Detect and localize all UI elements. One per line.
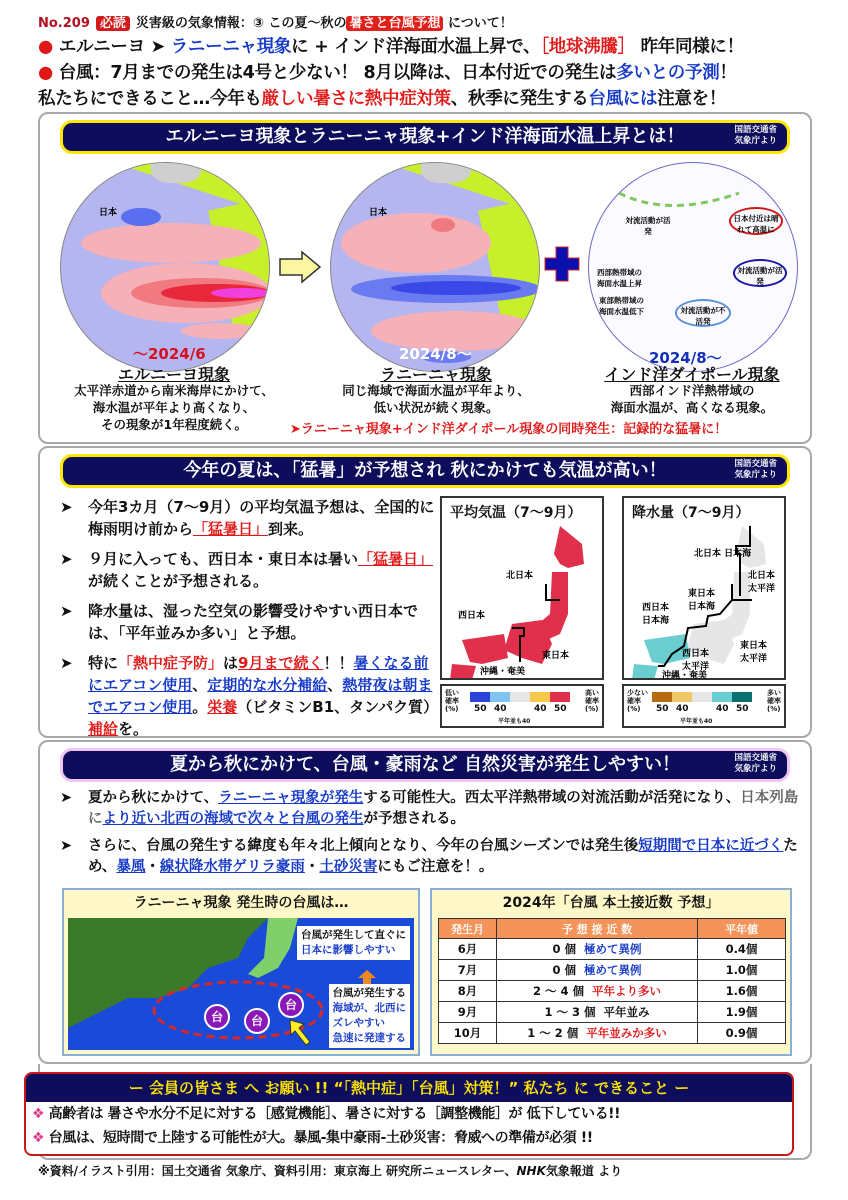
text: 気象庁より <box>734 136 777 146</box>
la-nina-description <box>306 382 566 416</box>
text: 暴風 <box>116 859 146 875</box>
text: 国語交通省 <box>734 125 777 135</box>
text: 極めて異例 <box>584 942 642 956</box>
forecast-cell <box>497 981 698 1002</box>
text: 1 〜 3 個 <box>544 1005 596 1019</box>
table-title: 2024年「台風 本土接近数 予想」 <box>502 895 720 911</box>
map-title: 降水量（7〜9月） <box>632 505 750 521</box>
legend-swatch <box>692 692 712 702</box>
legend-tick: 40 <box>716 704 729 714</box>
indian-dipole-globe <box>588 162 798 372</box>
text: さらに、台風の発生する緯度も年々北上傾向となり、今年の台風シーズンでは発生後 <box>88 838 639 854</box>
text: 確率 <box>585 697 599 705</box>
arrow-up-icon <box>358 970 376 984</box>
arrow-up-left-icon <box>288 1018 312 1046</box>
must-read-badge: 必読 <box>96 16 130 31</box>
forecast-cell <box>497 1002 698 1023</box>
typhoon-icon: 台 <box>244 1008 270 1034</box>
text: 短期間で日本に近づく <box>638 838 784 854</box>
text: ため、 <box>88 838 798 875</box>
source-note <box>734 753 777 775</box>
headline-2 <box>38 60 828 86</box>
legend-swatch <box>652 692 672 702</box>
region-label: 東日本 日本海 <box>688 589 716 612</box>
legend-sub: 平年並も40 <box>680 718 713 725</box>
text: 海域が、北西に <box>332 1002 406 1014</box>
text: 少ない <box>627 689 648 697</box>
typhoon-forecast-table <box>438 918 786 1044</box>
text: 、 <box>327 676 343 694</box>
text: 日本に影響しやすい <box>301 944 396 956</box>
forecast-cell <box>497 1023 698 1044</box>
text: 確率 <box>767 697 781 705</box>
map-title: 平均気温（7〜9月） <box>450 505 582 521</box>
typhoon-bullet <box>60 836 800 878</box>
la-nina-title: ラニーニャ現象 <box>379 365 492 384</box>
legend-swatch <box>530 692 550 702</box>
text: 海水温が平年より高くなり、 <box>92 400 256 415</box>
issue-number: No.209 <box>38 16 90 31</box>
text: 日本列島に <box>88 790 799 827</box>
text: 低い <box>445 689 459 697</box>
region-label: 西日本 日本海 <box>642 603 670 626</box>
region-label: 北日本 日本海 <box>694 549 752 559</box>
text: 台風は、短時間で上陸する可能性が大。暴風-集中豪雨-土砂災害：脅威への準備が必須 !! <box>48 1130 593 1146</box>
normal-cell: 1.9個 <box>698 1002 786 1023</box>
text: 。 <box>192 698 208 716</box>
heat-bullet <box>60 548 440 592</box>
text: 今年3カ月（7〜9月）の平均気温予想は、全国的に梅雨明け前から <box>88 498 435 538</box>
legend-left <box>627 689 648 713</box>
map-title: ラニーニャ現象 発生時の台風は… <box>133 895 349 911</box>
text: ！ <box>719 63 737 83</box>
text: 、 <box>192 676 208 694</box>
text: 太平洋赤道から南米海岸にかけて、 <box>74 383 274 398</box>
globe-date: 2024/8〜 <box>649 349 722 367</box>
banner-title: エルニーヨ現象とラニーニャ現象+インド洋海面水温上昇とは！ <box>165 126 685 147</box>
table-row <box>439 1023 786 1044</box>
text: (%) <box>627 705 641 713</box>
text: 高齢者は 暑さや水分不足に対する［感覚機能］、暑さに対する［調整機能］が 低下している!! <box>48 1106 621 1122</box>
request-header: ー 会員の皆さま へ お願い !! “「熱中症」「台風」対策！” 私たち に できること ー <box>26 1074 792 1102</box>
request-line <box>26 1102 792 1126</box>
text: 平年並みか多い <box>586 1026 667 1040</box>
text: 高い <box>585 689 599 697</box>
section1-banner <box>60 120 790 154</box>
legend-swatch <box>732 692 752 702</box>
text: にもご注意を！。 <box>377 859 494 875</box>
text: ９月に入っても、西日本・東日本は暑い <box>88 550 359 568</box>
source-note <box>734 125 777 147</box>
text: ［地球沸騰］ <box>540 37 635 57</box>
text: 台風が発生して直ぐに <box>301 929 406 941</box>
region-label: 北日本 <box>506 571 534 581</box>
legend-tick: 50 <box>474 704 487 714</box>
text: を。 <box>118 720 149 738</box>
text: 「熱中症予防」 <box>118 654 224 672</box>
legend-tick: 50 <box>736 704 749 714</box>
region-label: 沖縄・奄美 <box>662 671 708 681</box>
section-heat <box>38 446 812 738</box>
region-label: 東日本 太平洋 <box>740 641 768 664</box>
callout-top <box>297 926 410 960</box>
text: 土砂災害 <box>319 859 378 875</box>
text: 熱帯夜は朝までエアコン使用 <box>88 676 433 716</box>
region-label: 北日本 太平洋 <box>748 571 776 594</box>
text: より近い北西の海域で次々と台風の発生 <box>102 811 364 827</box>
section2-banner <box>60 454 790 488</box>
text: 「猛暑日」 <box>193 520 269 538</box>
text: 私たちにできること…今年も <box>38 89 262 109</box>
headline-3 <box>38 86 828 112</box>
title-highlight: 暑さと台風予想 <box>346 16 443 31</box>
month-cell: 8月 <box>439 981 497 1002</box>
legend-right <box>767 689 781 713</box>
text: ※資料/イラスト引用：国土交通省 気象庁、資料引用：東京海上 研究所ニュースレター、 <box>38 1164 517 1178</box>
heat-bullet <box>60 600 440 644</box>
text: (%) <box>445 705 459 713</box>
title-suffix: について！ <box>448 16 513 31</box>
text: ラニーニャ現象が発生 <box>218 790 364 806</box>
text: 多いとの予測 <box>616 63 720 83</box>
section-typhoon <box>38 740 812 1064</box>
legend-tick: 40 <box>534 704 547 714</box>
globe-date: 〜2024/6 <box>133 345 206 363</box>
headline-1 <box>38 34 828 60</box>
annotation: 対流活動が活発 <box>733 259 787 287</box>
japan-label: 日本 <box>99 208 118 218</box>
text: ズレやすい <box>332 1017 385 1029</box>
legend-swatch <box>490 692 510 702</box>
la-nina-globe <box>330 162 540 372</box>
la-nina-typhoon-map <box>62 888 420 1056</box>
legend-swatch <box>672 692 692 702</box>
legend-right <box>585 689 599 713</box>
typhoon-icon: 台 <box>278 992 304 1018</box>
text: 0 個 <box>552 963 576 977</box>
text: 西部インド洋熱帯域の <box>629 383 755 398</box>
bullet-icon: ● <box>38 63 53 83</box>
typhoon-icon: 台 <box>204 1004 230 1030</box>
plus-icon <box>544 246 580 282</box>
text: は <box>223 654 239 672</box>
heat-bullet <box>60 652 440 740</box>
legend-tick: 40 <box>676 704 689 714</box>
text: ・ <box>304 859 320 875</box>
member-request-box <box>24 1072 794 1156</box>
text: 確率 <box>445 697 459 705</box>
region-label: 東日本 <box>542 651 570 661</box>
legend-tick: 40 <box>494 704 507 714</box>
source-note <box>734 459 777 481</box>
column-header: 予 想 接 近 数 <box>497 919 698 939</box>
text: (%) <box>767 705 781 713</box>
section3-banner <box>60 748 790 782</box>
text: 線状降水帯ゲリラ豪雨 <box>159 859 305 875</box>
text: 暑くなる前にエアコン使用 <box>88 654 429 694</box>
nhk-logo: NHK <box>516 1164 546 1178</box>
text: （ビタミンB1、タンパク質） <box>237 698 439 716</box>
text: 極めて異例 <box>584 963 642 977</box>
temperature-forecast-map <box>440 496 604 680</box>
column-header: 平年値 <box>698 919 786 939</box>
text: 平年並み <box>603 1005 650 1019</box>
section-enso <box>38 112 812 444</box>
precipitation-legend <box>622 684 786 728</box>
heat-bullet <box>60 496 440 540</box>
text: その現象が1年程度続く。 <box>101 417 247 432</box>
table-row <box>439 939 786 960</box>
table-row <box>439 981 786 1002</box>
text: 0 個 <box>552 942 576 956</box>
text: 、秋季に発生する <box>450 89 589 109</box>
diamond-bullet-icon: ❖ <box>32 1106 45 1122</box>
month-cell: 9月 <box>439 1002 497 1023</box>
text: 降水量は、湿った空気の影響受けやすい西日本では、「平年並みか多い」と予想。 <box>88 602 419 642</box>
legend-sub: 平年並も40 <box>498 718 531 725</box>
precipitation-forecast-map <box>622 496 786 680</box>
text: する可能性大。西太平洋熱帯域の対流活動が活発になり、 <box>363 790 741 806</box>
text: 低い状況が続く現象。 <box>373 400 499 415</box>
title-prefix: 災害級の気象情報：③ この夏〜秋の <box>135 16 347 31</box>
table-row <box>439 960 786 981</box>
legend-tick: 50 <box>554 704 567 714</box>
normal-cell: 0.9個 <box>698 1023 786 1044</box>
arrow-right-icon <box>278 250 322 284</box>
text: 台風が発生する <box>332 987 406 999</box>
text: 栄養 <box>207 698 238 716</box>
conclusion-text: ➤ラニーニャ現象+インド洋ダイポール現象の同時発生：記録的な猛暑に！ <box>290 422 728 437</box>
legend-swatch <box>712 692 732 702</box>
text: エルニーヨ ➤ <box>58 37 171 57</box>
globe-date: 2024/8〜 <box>399 345 472 363</box>
text: 到来。 <box>268 520 314 538</box>
text: 補給 <box>88 720 119 738</box>
text: 気象庁より <box>734 470 777 480</box>
text: 多い <box>767 689 781 697</box>
text: 定期的な水分補給 <box>207 676 328 694</box>
text: に + インド洋海面水温上昇で、 <box>291 37 541 57</box>
normal-cell: 1.6個 <box>698 981 786 1002</box>
temperature-legend <box>440 684 604 728</box>
text: 1 〜 2 個 <box>527 1026 579 1040</box>
month-cell: 6月 <box>439 939 497 960</box>
text: 気象庁より <box>734 764 777 774</box>
annotation: 対流活動が不活発 <box>675 299 731 327</box>
text: 昨年同様に！ <box>640 37 744 57</box>
text: 気象報道 より <box>545 1164 623 1178</box>
text: 台風：7月までの発生は4号と少ない！ 8月以降は、日本付近での発生は <box>58 63 617 83</box>
el-nino-title: エルニーヨ現象 <box>117 365 230 384</box>
header-title-line <box>38 14 828 34</box>
text: 夏から秋にかけて、 <box>88 790 219 806</box>
forecast-cell <box>497 960 698 981</box>
page-header <box>38 14 828 112</box>
legend-left <box>445 689 459 713</box>
text: 平年より多い <box>592 984 662 998</box>
el-nino-description <box>44 382 304 433</box>
text: 国語交通省 <box>734 753 777 763</box>
banner-title: 今年の夏は、「猛暑」が予想され 秋にかけても気温が高い！ <box>183 460 667 481</box>
diamond-bullet-icon: ❖ <box>32 1130 45 1146</box>
region-label: 西日本 太平洋 <box>682 649 710 672</box>
japan-map-icon <box>442 524 602 678</box>
heat-bullets <box>60 496 440 748</box>
indian-dipole-description <box>562 382 822 416</box>
annotation: 東部熱帯域の海面水温低下 <box>599 296 644 316</box>
typhoon-bullet <box>60 788 800 830</box>
text: 国語交通省 <box>734 459 777 469</box>
el-nino-globe <box>60 162 270 372</box>
legend-swatch <box>550 692 570 702</box>
text: が続くことが予想される。 <box>88 572 269 590</box>
text: 注意を！ <box>657 89 727 109</box>
typhoon-forecast-table-box <box>430 888 792 1056</box>
text: 2 〜 4 個 <box>532 984 584 998</box>
request-line <box>26 1126 792 1150</box>
text: 9月まで続く <box>238 654 324 672</box>
table-header-row <box>439 919 786 939</box>
text: ！！ <box>323 654 354 672</box>
text: 海面水温が、高くなる現象。 <box>610 400 774 415</box>
table-row <box>439 1002 786 1023</box>
text: 「猛暑日」 <box>358 550 434 568</box>
banner-title: 夏から秋にかけて、台風・豪雨など 自然災害が発生しやすい！ <box>170 754 680 775</box>
legend-swatch <box>470 692 490 702</box>
legend-swatch <box>510 692 530 702</box>
region-label: 沖縄・奄美 <box>480 667 526 677</box>
japan-label: 日本 <box>369 208 388 218</box>
text: が予想される。 <box>363 811 465 827</box>
text: ラニーニャ現象 <box>170 37 292 57</box>
typhoon-map <box>68 918 414 1050</box>
month-cell: 7月 <box>439 960 497 981</box>
bullet-icon: ● <box>38 37 53 57</box>
text: 同じ海域で海面水温が平年より、 <box>342 383 530 398</box>
normal-cell: 1.0個 <box>698 960 786 981</box>
text: (%) <box>585 705 599 713</box>
callout-bottom <box>329 984 411 1048</box>
annotation: 日本付近は晴れて高温に <box>729 207 783 235</box>
text: 特に <box>88 654 119 672</box>
text: 厳しい暑さに熱中症対策 <box>261 89 451 109</box>
forecast-cell <box>497 939 698 960</box>
text: 急速に発達する <box>332 1032 406 1044</box>
annotation: 対流活動が活発 <box>625 216 671 236</box>
typhoon-bullets <box>60 788 800 884</box>
legend-tick: 50 <box>656 704 669 714</box>
normal-cell: 0.4個 <box>698 939 786 960</box>
text: 確率 <box>627 697 641 705</box>
indian-dipole-title: インド洋ダイポール現象 <box>604 365 780 384</box>
text: 台風には <box>588 89 658 109</box>
month-cell: 10月 <box>439 1023 497 1044</box>
column-header: 発生月 <box>439 919 497 939</box>
annotation: 西部熱帯域の海面水温上昇 <box>597 268 642 288</box>
source-footer <box>38 1162 622 1179</box>
text: ・ <box>145 859 160 875</box>
region-label: 西日本 <box>458 611 486 621</box>
